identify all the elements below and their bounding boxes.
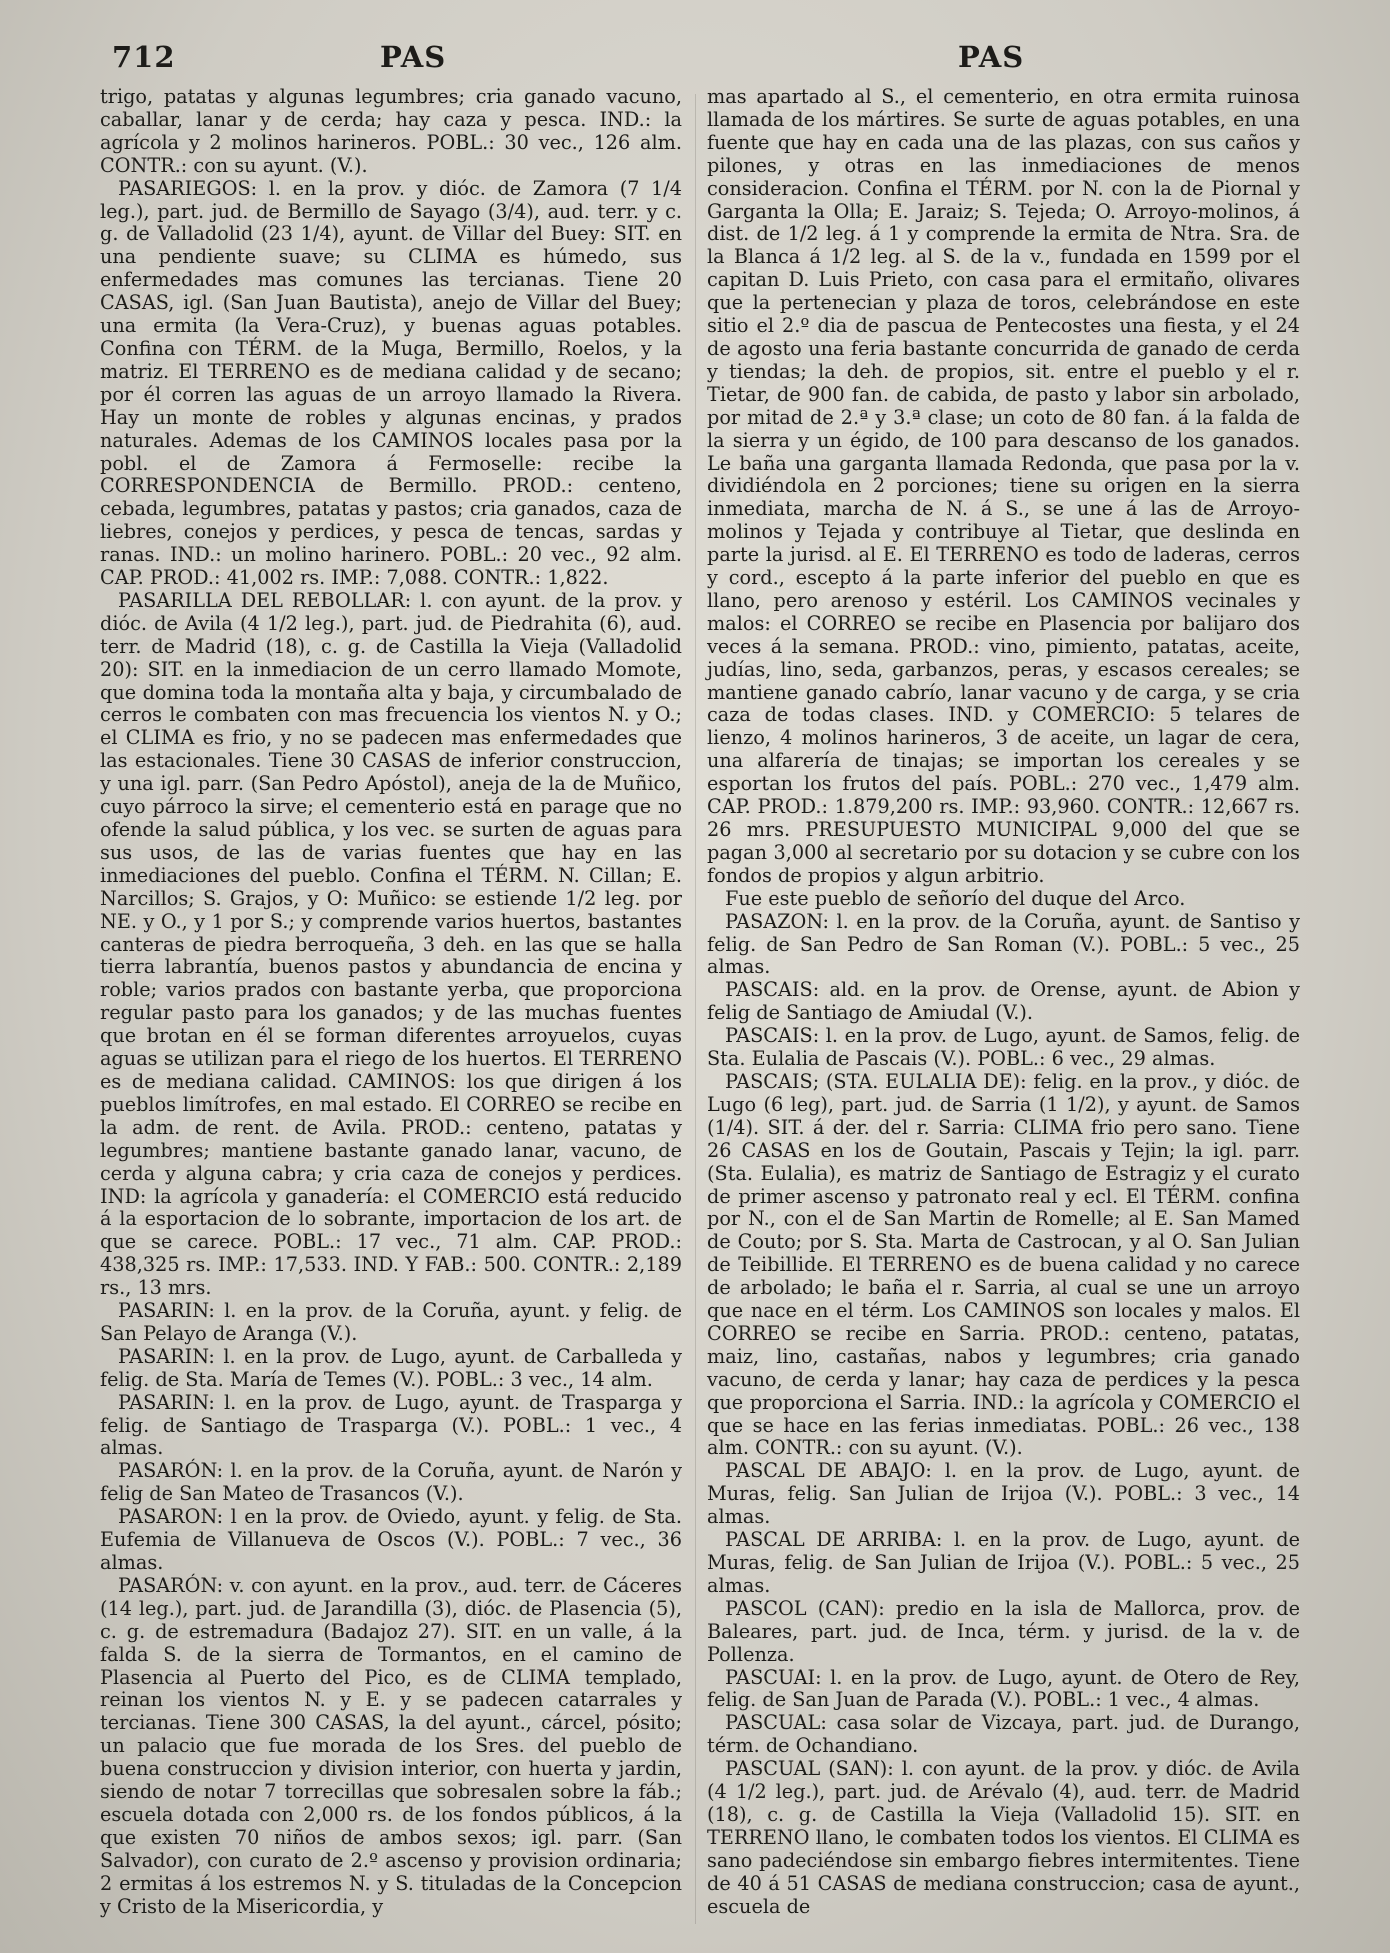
entry-paragraph: PASCAIS: l. en la prov. de Lugo, ayunt. de Samos, felig. de Sta. Eulalia de Pascais (V.). POBL.: 6 vec., 29 almas. [707,1024,1300,1071]
entry-paragraph: trigo, patatas y algunas legumbres; cria ganado vacuno, caballar, lanar y de cerda; hay caza y pesca. IND.: la agrícola y 2 molinos harineros. POBL.: 30 vec., 126 alm. CONTR.: con su ayunt. (V.). [100,85,682,177]
left-column [100,86,682,1919]
right-column [707,86,1300,1919]
entry-paragraph: PASCAL DE ABAJO: l. en la prov. de Lugo, ayunt. de Muras, felig. San Julian de Irijoa (V.). POBL.: 3 vec., 14 almas. [707,1459,1300,1529]
running-head-right: PAS [958,40,1025,74]
entry-paragraph: mas apartado al S., el cementerio, en otra ermita ruinosa llamada de los mártires. Se surte de aguas potables, en una fuente que hay en cada una de las plazas, con sus caños y pilones, y otras en las inmediaciones de menos consideracion. Confina el TÉRM. por N. con la de Piornal y Garganta la Olla; E. Jaraiz; S. Tejeda; O. Arroyo-molinos, á dist. de 1/2 leg. á 1 y comprende la ermita de Ntra. Sra. de la Blanca á 1/2 leg. al S. de la v., fundada en 1599 por el capitan D. Luis Prieto, con casa para el ermitaño, olivares que la pertenecian y plaza de toros, celebrándose en este sitio el 2.º dia de pascua de Pentecostes una fiesta, y el 24 de agosto una feria bastante concurrida de ganado de cerda y tiendas; la deh. de propios, sit. entre el pueblo y el r. Tietar, de 900 fan. de cabida, de pasto y labor sin arbolado, por mitad de 2.ª y 3.ª clase; un coto de 80 fan. á la falda de la sierra y un égido, de 100 para descanso de los ganados. Le baña una garganta llamada Redonda, que pasa por la v. dividiéndola en 2 porciones; tiene su origen en la sierra inmediata, marcha de N. á S., se une á las de Arroyo-molinos y Tejada y contribuye al Tietar, que deslinda en parte la jurisd. al E. El TERRENO es todo de laderas, cerros y cord., escepto á la parte inferior del pueblo en que es llano, pero arenoso y estéril. Los CAMINOS vecinales y malos: el CORREO se recibe en Plasencia por balijaro dos veces á la semana. PROD.: vino, pimiento, patatas, aceite, judías, lino, seda, garbanzos, peras, y escasos cereales; se mantiene ganado cabrío, lanar vacuno y de carga, y se cria caza de todas clases. IND. y COMERCIO: 5 telares de lienzo, 4 molinos harineros, 3 de aceite, un lagar de cera, una alfarería de tinajas; se importan los cereales y se esportan los frutos del país. POBL.: 270 vec., 1,479 alm. CAP. PROD.: 1.879,200 rs. IMP.: 93,960. CONTR.: 12,667 rs. 26 mrs. PRESUPUESTO MUNICIPAL 9,000 del que se pagan 3,000 al secretario por su dotacion y se cubre con los fondos de propios y algun arbitrio. [707,85,1300,887]
entry-paragraph: PASARIN: l. en la prov. de la Coruña, ayunt. y felig. de San Pelayo de Aranga (V.). [100,1299,682,1345]
entry-paragraph: PASCAL DE ARRIBA: l. en la prov. de Lugo, ayunt. de Muras, felig. de San Julian de Irijoa (V.). POBL.: 5 vec., 25 almas. [707,1528,1300,1597]
column-divider [695,94,696,1924]
page-number: 712 [112,40,176,74]
entry-paragraph: PASARILLA DEL REBOLLAR: l. con ayunt. de la prov. y dióc. de Avila (4 1/2 leg.), part. jud. de Piedrahita (6), aud. terr. de Madrid (18), c. g. de Castilla la Vieja (Valladolid 20): SIT. en la inmediacion de un cerro llamado Momote, que domina toda la montaña alta y baja, y circumbalado de cerros le combaten con mas frecuencia los vientos N. y O.; el CLIMA es frio, y no se padecen mas enfermedades que las estacionales. Tiene 30 CASAS de inferior construccion, y una igl. parr. (San Pedro Apóstol), aneja de la de Muñico, cuyo párroco la sirve; el cementerio está en parage que no ofende la salud pública, y los vec. se surten de aguas para sus usos, de las de varias fuentes que hay en las inmediaciones del pueblo. Confina el TÉRM. N. Cillan; E. Narcillos; S. Grajos, y O: Muñico: se estiende 1/2 leg. por NE. y O., y 1 por S.; y comprende varios huertos, bastantes canteras de piedra berroqueña, 3 deh. en las que se halla tierra labrantía, buenos pastos y abundancia de encina y roble; varios prados con bastante yerba, que proporciona regular pasto para los ganados; y de las muchas fuentes que brotan en él se forman diferentes arroyuelos, cuyas aguas se utilizan para el riego de los huertos. El TERRENO es de mediana calidad. CAMINOS: los que dirigen á los pueblos limítrofes, en mal estado. El CORREO se recibe en la adm. de rent. de Avila. PROD.: centeno, patatas y legumbres; mantiene bastante ganado lanar, vacuno, de cerda y alguna cabra; y cria caza de conejos y perdices. IND: la agrícola y ganadería: el COMERCIO está reducido á la esportacion de lo sobrante, importacion de los art. de que se carece. POBL.: 17 vec., 71 alm. CAP. PROD.: 438,325 rs. IMP.: 17,533. IND. Y FAB.: 500. CONTR.: 2,189 rs., 13 mrs. [100,588,682,1300]
entry-paragraph: PASAZON: l. en la prov. de la Coruña, ayunt. de Santiso y felig. de San Pedro de San Roman (V.). POBL.: 5 vec., 25 almas. [707,909,1300,979]
entry-paragraph: PASCUAL: casa solar de Vizcaya, part. jud. de Durango, térm. de Ochandiano. [707,1711,1300,1758]
entry-paragraph: PASARÓN: v. con ayunt. en la prov., aud. terr. de Cáceres (14 leg.), part. jud. de Jarandilla (3), dióc. de Plasencia (5), c. g. de estremadura (Badajoz 27). SIT. en un valle, á la falda S. de la sierra de Tormantos, en el camino de Plasencia al Puerto del Pico, es de CLIMA templado, reinan los vientos N. y E. y se padecen catarrales y tercianas. Tiene 300 CASAS, la del ayunt., cárcel, pósito; un palacio que fue morada de los Sres. del pueblo de buena construccion y division interior, con huerta y jardin, siendo de notar 7 torrecillas que sobresalen sobre la fáb.; escuela dotada con 2,000 rs. de los fondos públicos, á la que existen 70 niños de ambos sexos; igl. parr. (San Salvador), con curato de 2.º ascenso y provision ordinaria; 2 ermitas á los estremos N. y S. tituladas de la Concepcion y Cristo de la Misericordia, y [100,1573,682,1918]
entry-paragraph: PASARIEGOS: l. en la prov. y dióc. de Zamora (7 1/4 leg.), part. jud. de Bermillo de Sayago (3/4), aud. terr. y c. g. de Valladolid (23 1/4), ayunt. de Villar del Buey: SIT. en una pendiente suave; su CLIMA es húmedo, sus enfermedades mas comunes las tercianas. Tiene 20 CASAS, igl. (San Juan Bautista), anejo de Villar del Buey; una ermita (la Vera-Cruz), y buenas aguas potables. Confina con TÉRM. de la Muga, Bermillo, Roelos, y la matriz. El TERRENO es de mediana calidad y de secano; por él corren las aguas de un arroyo llamado la Rivera. Hay un monte de robles y algunas encinas, y prados naturales. Ademas de los CAMINOS locales pasa por la pobl. el de Zamora á Fermoselle: recibe la CORRESPONDENCIA de Bermillo. PROD.: centeno, cebada, legumbres, patatas y pastos; cria ganados, caza de liebres, conejos y perdices, y pesca de tencas, sardas y ranas. IND.: un molino harinero. POBL.: 20 vec., 92 alm. CAP. PROD.: 41,002 rs. IMP.: 7,088. CONTR.: 1,822. [100,176,682,590]
entry-paragraph: Fue este pueblo de señorío del duque del Arco. [725,886,1186,910]
entry-paragraph: PASARÓN: l. en la prov. de la Coruña, ayunt. de Narón y felig de San Mateo de Trasancos (V.). [100,1459,682,1506]
entry-paragraph: PASCAIS; (STA. EULALIA DE): felig. en la prov., y dióc. de Lugo (6 leg), part. jud. de Sarria (1 1/2), y ayunt. de Samos (1/4). SIT. á der. del r. Sarria: CLIMA frio pero sano. Tiene 26 CASAS en los de Goutain, Pascais y Tejin; la igl. parr. (Sta. Eulalia), es matriz de Santiago de Estragiz y el curato de primer ascenso y patronato real y ecl. El TÉRM. confina por N., con el de San Martin de Romelle; al E. San Mamed de Couto; por S. Sta. Marta de Castrocan, y al O. San Julian de Teibillide. El TERRENO es de buena calidad y no carece de arbolado; le baña el r. Sarria, al cual se une un arroyo que nace en el térm. Los CAMINOS son locales y malos. El CORREO se recibe en Sarria. PROD.: centeno, patatas, maiz, lino, castañas, nabos y legumbres; cria ganado vacuno, de cerda y lanar; hay caza de perdices y la pesca que proporciona el Sarria. IND.: la agrícola y COMERCIO el que se hace en las ferias inmediatas. POBL.: 26 vec., 138 alm. CONTR.: con su ayunt. (V.). [707,1069,1300,1460]
entry-paragraph: PASCUAI: l. en la prov. de Lugo, ayunt. de Otero de Rey, felig. de San Juan de Parada (V.). POBL.: 1 vec., 4 almas. [707,1665,1300,1712]
entry-paragraph: PASCUAL (SAN): l. con ayunt. de la prov. y dióc. de Avila (4 1/2 leg.), part. jud. de Arévalo (4), aud. terr. de Madrid (18), c. g. de Castilla la Vieja (Valladolid 15). SIT. en TERRENO llano, le combaten todos los vientos. El CLIMA es sano padeciéndose sin embargo fiebres intermitentes. Tiene de 40 á 51 CASAS de mediana construccion; casa de ayunt., escuela de [707,1757,1300,1918]
entry-paragraph: PASCOL (CAN): predio en la isla de Mallorca, prov. de Baleares, part. jud. de Inca, térm. y jurisd. de la v. de Pollenza. [707,1596,1300,1666]
entry-paragraph: PASCAIS: ald. en la prov. de Orense, ayunt. de Abion y felig de Santiago de Amiudal (V.). [707,978,1300,1025]
entry-paragraph: PASARON: l en la prov. de Oviedo, ayunt. y felig. de Sta. Eufemia de Villanueva de Oscos (V.). POBL.: 7 vec., 36 almas. [100,1505,682,1574]
entry-paragraph: PASARIN: l. en la prov. de Lugo, ayunt. de Carballeda y felig. de Sta. María de Temes (V.). POBL.: 3 vec., 14 alm. [100,1344,682,1391]
entry-paragraph: PASARIN: l. en la prov. de Lugo, ayunt. de Trasparga y felig. de Santiago de Trasparga (V.). POBL.: 1 vec., 4 almas. [100,1390,682,1460]
running-head-left: PAS [380,40,447,74]
